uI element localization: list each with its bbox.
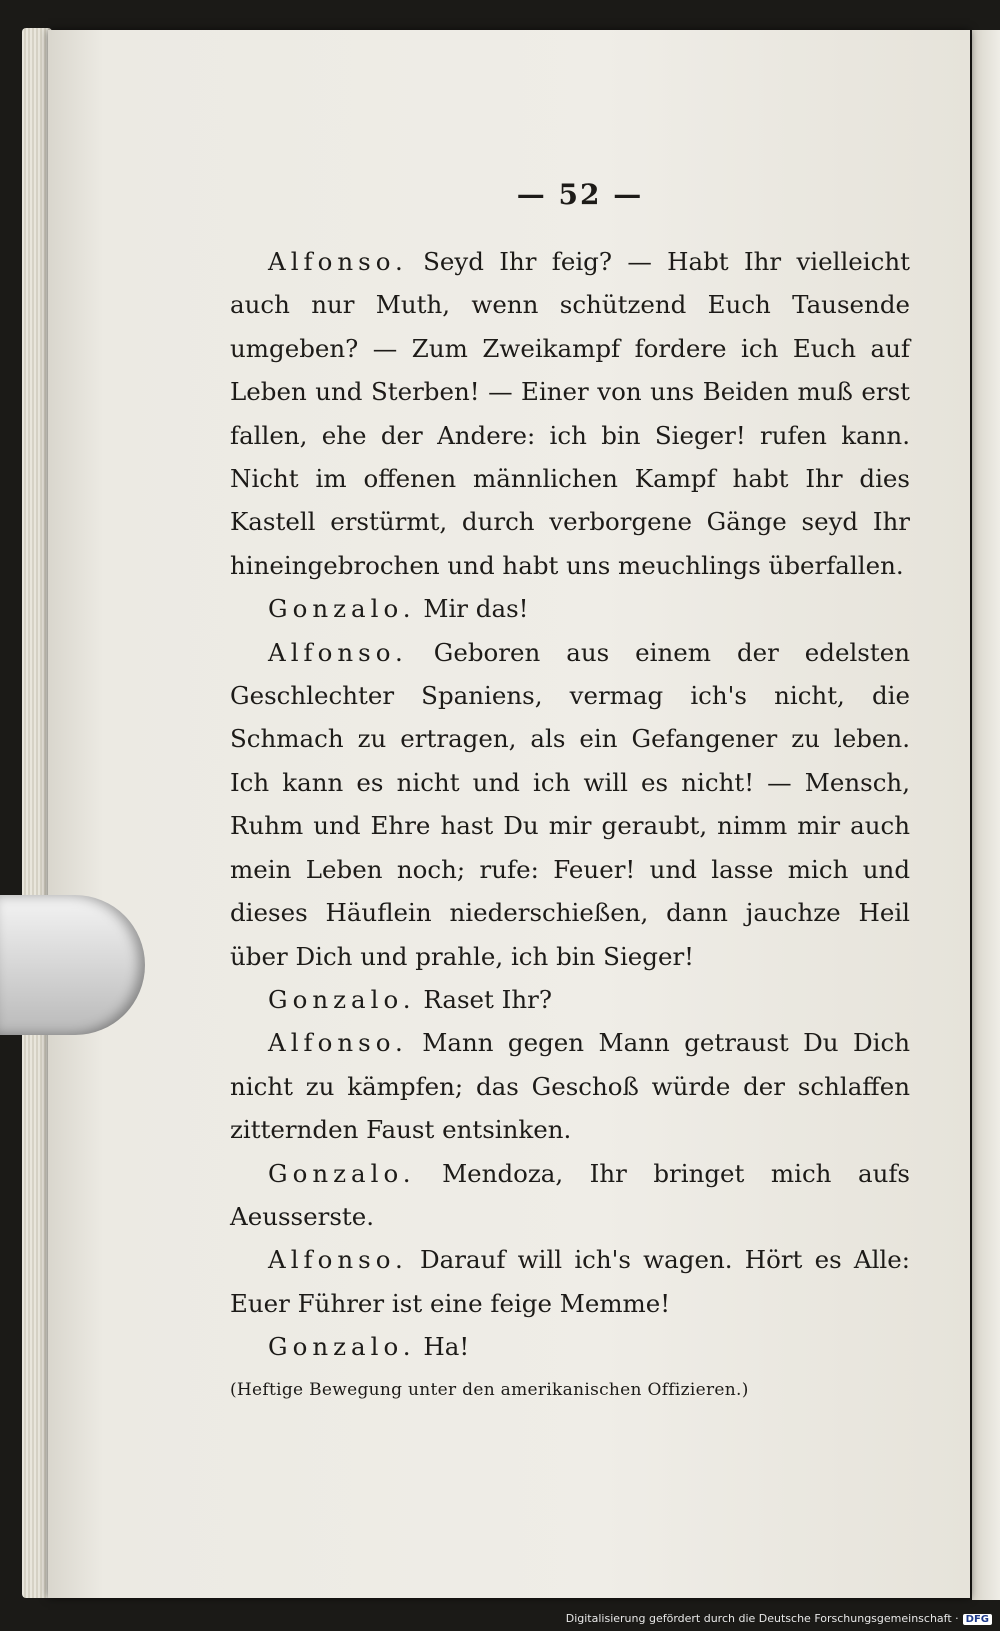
dialogue-text: Geboren aus einem der edelsten Geschlechter Spaniens, vermag ich's nicht, die Schmach zu ertragen, als ein Gefangener zu leben. Ich kann es nicht und ich will es nicht! — Mensch, Ruhm und Ehre hast Du mir geraubt, nimm mir auch mein Leben noch; rufe: Feuer! und lasse mich und dieses Häuflein niederschießen, dann jauchze Heil über Dich und prahle, ich bin Sieger! bbox=[230, 637, 910, 971]
play-text bbox=[230, 240, 910, 1412]
speaker-name: Alfonso. bbox=[268, 637, 408, 667]
stage-direction: (Heftige Bewegung unter den amerikanischen Offizieren.) bbox=[230, 1379, 749, 1400]
dialogue-text: Seyd Ihr feig? — Habt Ihr vielleicht auch nur Muth, wenn schützend Euch Tausende umgeben? — Zum Zweikampf fordere ich Euch auf Leben und Sterben! — Einer von uns Beiden muß erst fallen, ehe der Andere: ich bin Sieger! rufen kann. Nicht im offenen männlichen Kampf habt Ihr dies Kastell erstürmt, durch verborgene Gänge seyd Ihr hineingebrochen und habt uns meuchlings überfallen. bbox=[230, 247, 910, 580]
page-clip bbox=[0, 895, 145, 1035]
speaker-name: Alfonso. bbox=[268, 1028, 408, 1058]
dialogue-line bbox=[230, 1152, 910, 1239]
dialogue-text: Mann gegen Mann getraust Du Dich nicht zu kämpfen; das Geschoß würde der schlaffen zitternden Faust entsinken. bbox=[230, 1028, 910, 1145]
speaker-name: Gonzalo. bbox=[268, 1332, 416, 1362]
dialogue-line bbox=[230, 587, 910, 630]
credit-text: Digitalisierung gefördert durch die Deutsche Forschungsgemeinschaft · bbox=[565, 1612, 959, 1625]
dialogue-text: Darauf will ich's wagen. Hört es Alle: Euer Führer ist eine feige Memme! bbox=[230, 1245, 910, 1318]
speaker-name: Gonzalo. bbox=[268, 1158, 416, 1188]
right-page-edge bbox=[972, 30, 1000, 1600]
dfg-logo: DFG bbox=[963, 1614, 992, 1625]
speaker-name: Gonzalo. bbox=[268, 984, 416, 1014]
speaker-name: Gonzalo. bbox=[268, 594, 416, 624]
dialogue-line bbox=[230, 1325, 910, 1368]
dialogue-line bbox=[230, 1238, 910, 1325]
speaker-name: Alfonso. bbox=[268, 247, 408, 276]
digitization-credit bbox=[566, 1612, 992, 1625]
dialogue-text: Mendoza, Ihr bringet mich aufs Aeusserste. bbox=[230, 1158, 910, 1231]
dialogue-line bbox=[230, 631, 910, 978]
dialogue-text: Raset Ihr? bbox=[423, 984, 552, 1014]
speaker-name: Alfonso. bbox=[268, 1245, 408, 1275]
dialogue-line bbox=[230, 978, 910, 1021]
dialogue-text: Ha! bbox=[423, 1332, 470, 1362]
page-number: — 52 — bbox=[516, 178, 644, 211]
dialogue-line bbox=[230, 1021, 910, 1151]
dialogue-text: Mir das! bbox=[423, 594, 529, 624]
dialogue-line bbox=[230, 240, 910, 587]
